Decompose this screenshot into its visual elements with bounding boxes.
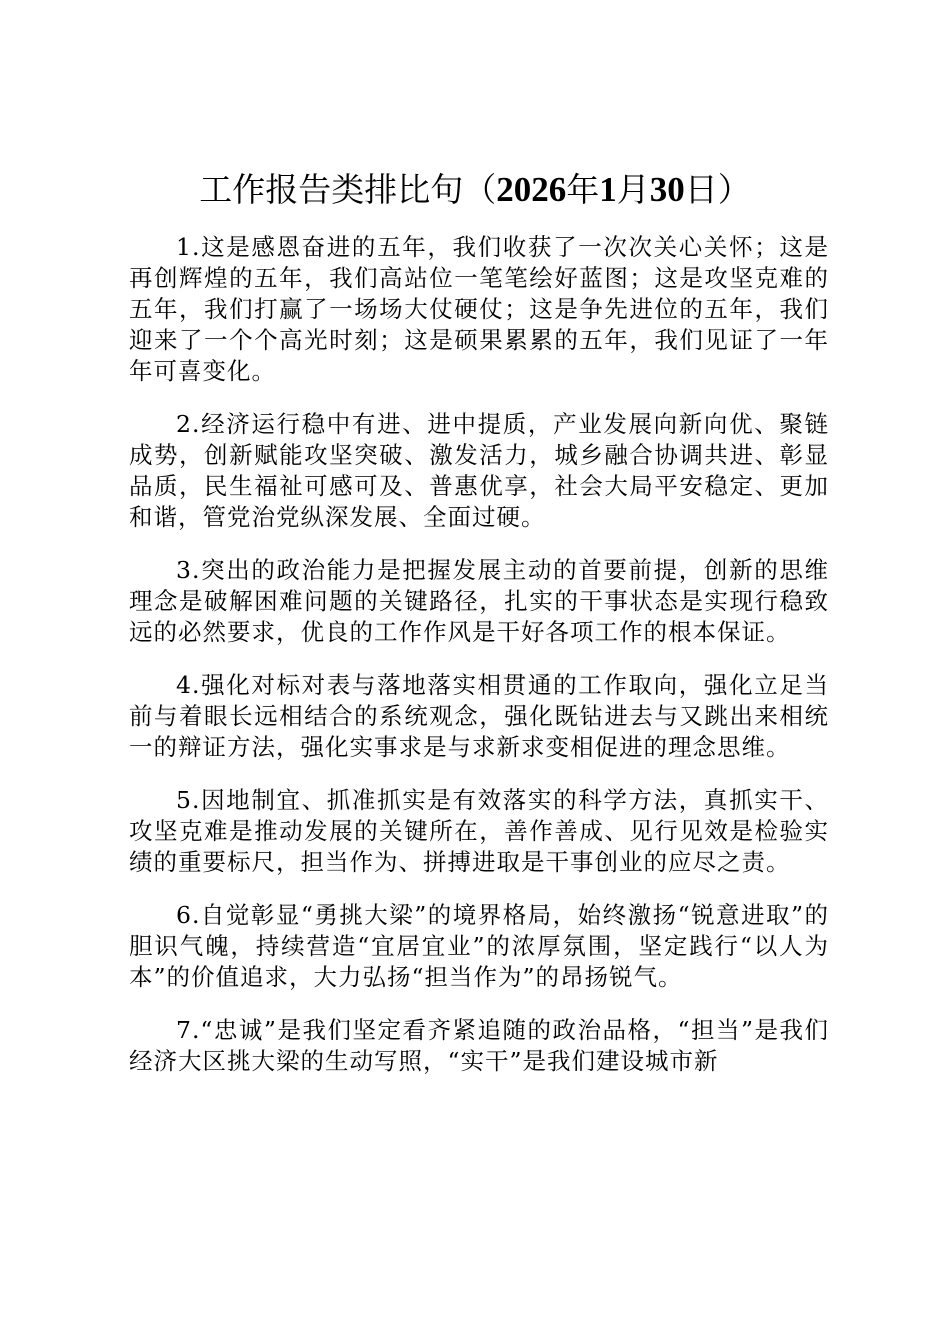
paragraph-5: 5.因地制宜、抓准抓实是有效落实的科学方法，真抓实干、攻坚克难是推动发展的关键所在，善作善成、见行见效是检验实绩的重要标尺，担当作为、拼搏进取是干事创业的应尽之责。 <box>129 786 829 876</box>
title-day: 30 <box>649 170 685 209</box>
paragraph-2: 2.经济运行稳中有进、进中提质，产业发展向新向优、聚链成势，创新赋能攻坚突破、激发活力，城乡融合协调共进、彰显品质，民生福祉可感可及、普惠优享，社会大局平安稳定、更加和谐，管党治党纵深发展、全面过硬。 <box>129 410 829 531</box>
document-body <box>129 232 829 1099</box>
document-title <box>120 168 830 212</box>
paragraph-7: 7.“忠诚”是我们坚定看齐紧追随的政治品格，“担当”是我们经济大区挑大梁的生动写照，“实干”是我们建设城市新 <box>129 1016 829 1075</box>
title-month-suffix: 月 <box>616 170 650 209</box>
paragraph-4: 4.强化对标对表与落地落实相贯通的工作取向，强化立足当前与着眼长远相结合的系统观念，强化既钻进去与又跳出来相统一的辩证方法，强化实事求是与求新求变相促进的理念思维。 <box>129 671 829 761</box>
title-year-suffix: 年 <box>566 170 600 209</box>
title-year: 2026 <box>496 170 567 209</box>
paragraph-3: 3.突出的政治能力是把握发展主动的首要前提，创新的思维理念是破解困难问题的关键路径，扎实的干事状态是实现行稳致远的必然要求，优良的工作作风是干好各项工作的根本保证。 <box>129 556 829 646</box>
title-month: 1 <box>599 170 617 209</box>
paragraph-1: 1.这是感恩奋进的五年，我们收获了一次次关心关怀；这是再创辉煌的五年，我们高站位一笔笔绘好蓝图；这是攻坚克难的五年，我们打赢了一场场大仗硬仗；这是争先进位的五年，我们迎来了一个个高光时刻；这是硕果累累的五年，我们见证了一年年可喜变化。 <box>129 233 829 385</box>
paragraph-6: 6.自觉彰显“勇挑大梁”的境界格局，始终激扬“锐意进取”的胆识气魄，持续营造“宜居宜业”的浓厚氛围，坚定践行“以人为本”的价值追求，大力弘扬“担当作为”的昂扬锐气。 <box>129 901 829 991</box>
title-day-suffix: 日） <box>684 170 751 209</box>
title-text: 工作报告类排比句（ <box>199 170 497 209</box>
